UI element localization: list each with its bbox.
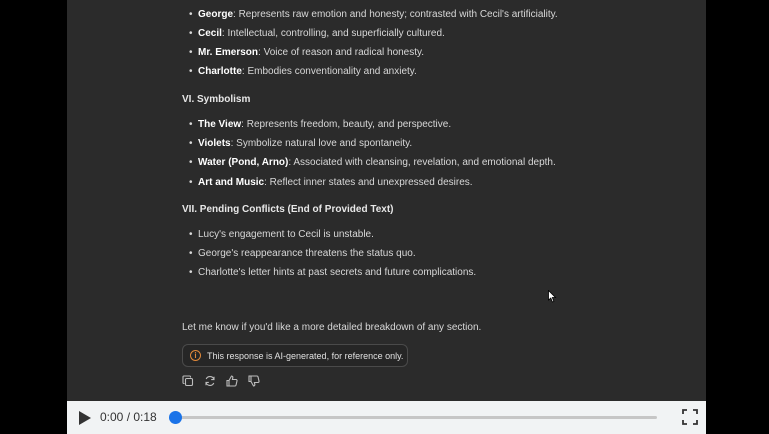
copy-icon bbox=[182, 375, 194, 387]
list-item: • Mr. Emerson: Voice of reason and radical honesty. bbox=[198, 47, 424, 58]
thumbs-up-icon bbox=[226, 375, 238, 387]
progress-bar[interactable] bbox=[175, 416, 657, 419]
list-item: • George: Represents raw emotion and honesty; contrasted with Cecil's artificiality. bbox=[198, 9, 558, 20]
play-icon[interactable] bbox=[78, 410, 92, 426]
ai-notice bbox=[182, 344, 408, 367]
list-item: • Water (Pond, Arno): Associated with cleansing, revelation, and emotional depth. bbox=[198, 157, 556, 168]
video-player-controls bbox=[67, 401, 706, 434]
list-item: • Lucy's engagement to Cecil is unstable. bbox=[198, 229, 374, 240]
list-item: • George's reappearance threatens the status quo. bbox=[198, 248, 416, 259]
list-item: • The View: Represents freedom, beauty, and perspective. bbox=[198, 119, 451, 130]
mouse-cursor-icon bbox=[548, 290, 557, 303]
chat-response bbox=[67, 0, 706, 401]
time-display: 0:00 / 0:18 bbox=[100, 410, 157, 424]
section-heading: VII. Pending Conflicts (End of Provided Text) bbox=[182, 204, 394, 215]
list-item: • Charlotte: Embodies conventionality and anxiety. bbox=[198, 66, 417, 77]
info-icon: i bbox=[190, 350, 201, 361]
response-actions bbox=[181, 374, 261, 388]
thumbs-down-icon bbox=[248, 375, 260, 387]
thumbs-down-button[interactable] bbox=[247, 374, 261, 388]
list-item: • Cecil: Intellectual, controlling, and superficially cultured. bbox=[198, 28, 445, 39]
list-item: • Charlotte's letter hints at past secrets and future complications. bbox=[198, 267, 476, 278]
thumbs-up-button[interactable] bbox=[225, 374, 239, 388]
section-heading: VI. Symbolism bbox=[182, 94, 251, 105]
copy-button[interactable] bbox=[181, 374, 195, 388]
list-item: • Violets: Symbolize natural love and spontaneity. bbox=[198, 138, 412, 149]
fullscreen-icon[interactable] bbox=[682, 409, 698, 425]
regenerate-button[interactable] bbox=[203, 374, 217, 388]
progress-thumb[interactable] bbox=[169, 411, 182, 424]
ai-notice-text: This response is AI-generated, for reference only. bbox=[207, 350, 404, 361]
closing-message: Let me know if you'd like a more detailed breakdown of any section. bbox=[182, 322, 482, 333]
regenerate-icon bbox=[204, 375, 216, 387]
list-item: • Art and Music: Reflect inner states and unexpressed desires. bbox=[198, 177, 473, 188]
